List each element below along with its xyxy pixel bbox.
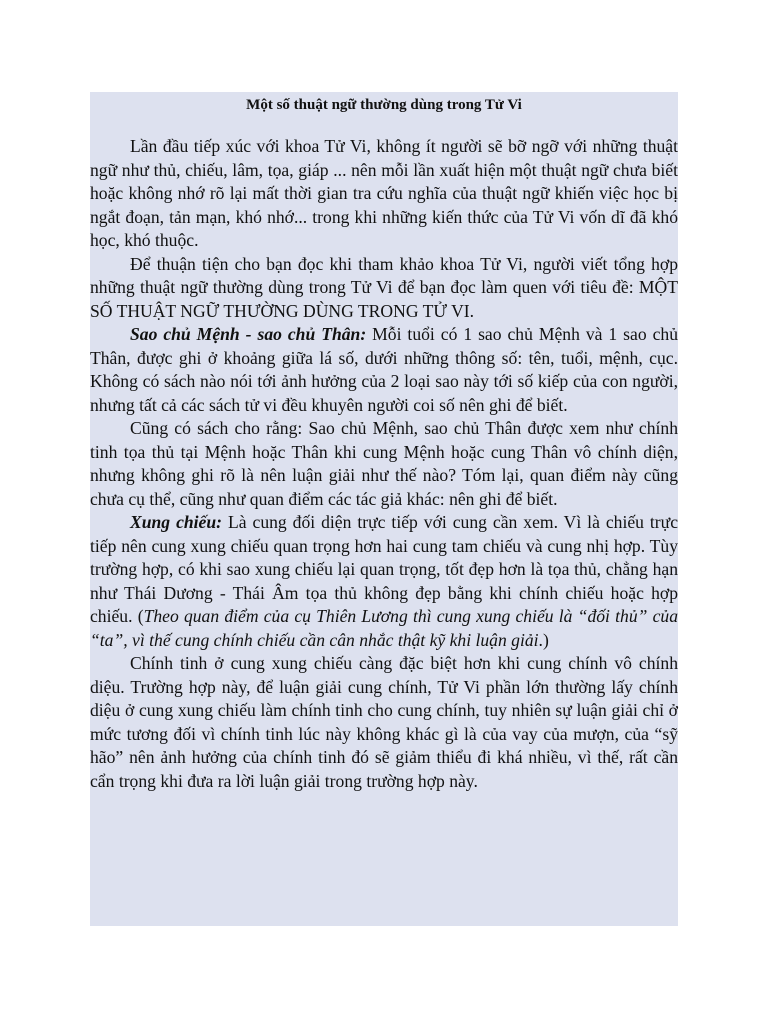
term-heading: Xung chiếu: xyxy=(130,512,223,532)
paragraph-chinh-tinh xyxy=(90,652,678,793)
paragraph-note: Theo quan điểm của cụ Thiên Lương thì cung xung chiếu là “đối thủ” của “ta”, vì thế cung chính chiếu cần cân nhắc thật kỹ khi luận giải xyxy=(90,606,678,650)
document-page xyxy=(90,92,678,926)
term-heading: Sao chủ Mệnh - sao chủ Thân: xyxy=(130,324,367,344)
paragraph-text: Lần đầu tiếp xúc với khoa Tử Vi, không ít người sẽ bỡ ngỡ với những thuật ngữ như thủ, chiếu, lâm, tọa, giáp ... nên mỗi lần xuất hiện một thuật ngữ chưa biết hoặc không nhớ rõ lại mất thời gian tra cứu nghĩa của thuật ngữ khiến việc học bị ngắt đoạn, tản mạn, khó nhớ... trong khi những kiến thức của Tử Vi vốn dĩ đã khó học, khó thuộc. xyxy=(90,136,678,250)
paragraph-purpose xyxy=(90,253,678,324)
paragraph-tail: .) xyxy=(538,629,549,650)
paragraph-xung-chieu xyxy=(90,511,678,652)
paragraph-text: Mỗi tuổi có 1 sao chủ Mệnh và 1 sao chủ Thân, được ghi ở khoảng giữa lá số, dưới những thông số: tên, tuổi, mệnh, cục. Không có sách nào nói tới ảnh hưởng của 2 loại sao này tới số kiếp của con người, nhưng tất cả các sách tử vi đều khuyên người coi số nên ghi để biết. xyxy=(90,324,678,415)
document-title: Một số thuật ngữ thường dùng trong Tử Vi xyxy=(246,97,522,113)
paragraph-intro xyxy=(90,135,678,253)
paragraph-sao-chu xyxy=(90,323,678,417)
paragraph-text: Chính tinh ở cung xung chiếu càng đặc biệt hơn khi cung chính vô chính diệu. Trường hợp này, để luận giải cung chính, Tử Vi phần lớn thường lấy chính diệu ở cung xung chiếu làm chính tinh cho cung chính, tuy nhiên sự luận giải chỉ ở mức tương đối vì chính tinh lúc này không khác gì là của vay của mượn, của “sỹ hão” nên ảnh hưởng của chính tinh đó sẽ giảm thiểu đi khá nhiều, vì thế, rất cần cẩn trọng khi đưa ra lời luận giải trong trường hợp này. xyxy=(90,653,678,791)
paragraph-text: Là cung đối diện trực tiếp với cung cần xem. Vì là chiếu trực tiếp nên cung xung chiếu quan trọng hơn hai cung tam chiếu và cung nhị hợp. Tùy trường hợp, có khi sao xung chiếu lại quan trọng, tốt đẹp hơn là tọa thủ, chẳng hạn như Thái Dương - Thái Âm tọa thủ không đẹp bằng khi chính chiếu hoặc hợp chiếu. ( xyxy=(90,512,678,626)
paragraph-sao-chu-note xyxy=(90,417,678,511)
paragraph-text: Cũng có sách cho rằng: Sao chủ Mệnh, sao chủ Thân được xem như chính tinh tọa thủ tại Mệnh hoặc Thân khi cung Mệnh hoặc cung Thân vô chính diện, nhưng không ghi rõ là nên luận giải như thế nào? Tóm lại, quan điểm này cũng chưa cụ thể, cũng như quan điểm các tác giả khác: nên ghi để biết. xyxy=(90,418,678,509)
paragraph-text: Để thuận tiện cho bạn đọc khi tham khảo khoa Tử Vi, người viết tổng hợp những thuật ngữ thường dùng trong Tử Vi để bạn đọc làm quen với tiêu đề: MỘT SỐ THUẬT NGỮ THƯỜNG DÙNG TRONG TỬ VI. xyxy=(90,253,678,321)
